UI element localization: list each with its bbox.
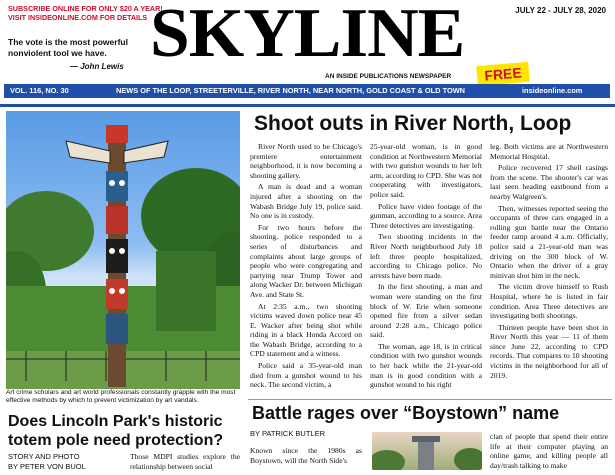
second-story-column-1: Known since the 1980s as Boystown, will the North Side's bbox=[250, 446, 362, 465]
coverage-areas: NEWS OF THE LOOP, STREETERVILLE, RIVER NORTH, NEAR NORTH, GOLD COAST & OLD TOWN bbox=[116, 86, 466, 95]
byline-label: STORY AND PHOTO bbox=[8, 452, 80, 461]
paragraph: At 2:35 a.m., two shooting victims waved down police near 45 E. Wacker after being shot while riding in a black Honda Accord on the Wabash Bridge, according to a CPD statement and a witness. bbox=[250, 301, 362, 359]
paragraph: River North used to be Chicago's premiere entertainment neighborhood, it is now becoming a shooting gallery. bbox=[250, 142, 362, 180]
main-story-column-3 bbox=[490, 142, 608, 382]
paragraph: Then, witnesses reported seeing the occupants of three cars engaged in a rolling gun battle near the Ontario feeder ramp around 4 a.m. Officially, police said a 21-year-old man was driving on the 300 block of W. Ontario when the driver of a gray minivan shot him in the neck. bbox=[490, 203, 608, 280]
main-headline[interactable]: Shoot outs in River North, Loop bbox=[254, 112, 572, 135]
volume-number: VOL. 116, NO. 30 bbox=[10, 86, 69, 95]
paragraph: Two shooting incidents in the River North neighborhood July 18 left three people hospitalized, according to Chicago police. No arrests have been made. bbox=[370, 232, 482, 280]
paragraph: For two hours before the shooting, police responded to a series of disturbances and complaints about large groups of people who were congregating and partying near Trump Tower and along Wacker Dr. between Michigan Ave. and State St. bbox=[250, 222, 362, 299]
boystown-photo bbox=[372, 432, 482, 470]
second-byline: BY PATRICK BUTLER bbox=[250, 429, 326, 438]
sidebar-body: Those MDPI studies explore the relationship between social bbox=[130, 452, 240, 471]
paragraph: The victim drove himself to Rush Hospital, where he is listed in fair condition. Area Three detectives are investigating both shootings. bbox=[490, 282, 608, 321]
section-divider bbox=[248, 399, 612, 400]
paragraph: A man is dead and a woman injured after a shooting on the Wabash Bridge July 19, police said. No one is in custody. bbox=[250, 182, 362, 221]
boystown-pylon-illustration bbox=[372, 432, 482, 470]
sidebar-headline[interactable]: Does Lincoln Park's historic totem pole need protection? bbox=[8, 413, 224, 449]
sidebar-byline: BY PETER VON BUOL bbox=[8, 462, 86, 471]
main-story-column-1 bbox=[250, 142, 362, 392]
second-headline[interactable]: Battle rages over “Boystown” name bbox=[252, 403, 560, 423]
totem-pole-illustration bbox=[6, 111, 240, 389]
quote-attribution: — John Lewis bbox=[70, 62, 124, 71]
subscribe-promo[interactable] bbox=[8, 4, 168, 22]
paragraph: Police have video footage of the gunman, according to a source. Area Three detectives are investigating. bbox=[370, 201, 482, 230]
publisher-tagline: AN INSIDE PUBLICATIONS NEWSPAPER bbox=[325, 73, 452, 80]
paragraph: In the first shooting, a man and woman were standing on the first block of W. Erie when someone opened fire from a silver sedan around 2:28 a.m., Chicago police said. bbox=[370, 282, 482, 340]
paragraph: The woman, age 18, is in critical condition with two gunshot wounds to her back while the 21-year-old man is in good condition with a gunshot wound to his right bbox=[370, 341, 482, 390]
paragraph: Police said a 35-year-old man died from a gunshot wound to his neck. The second victim, a bbox=[250, 361, 362, 390]
promo-line-1: SUBSCRIBE ONLINE FOR ONLY $20 A YEAR! bbox=[8, 4, 163, 13]
masthead-quote: The vote is the most powerful nonviolent tool we have. bbox=[8, 37, 128, 58]
newspaper-logo[interactable]: SKYLINE bbox=[150, 0, 465, 72]
main-story-column-2 bbox=[370, 142, 482, 392]
free-badge: FREE bbox=[476, 62, 530, 86]
paragraph: Police recovered 17 shell casings from the scene. The shooter's car was last seen heading eastbound from a nearby Walgreen's. bbox=[490, 163, 608, 201]
totem-pole-photo bbox=[6, 111, 240, 389]
info-bar bbox=[4, 84, 610, 98]
website-link[interactable]: insideonline.com bbox=[522, 86, 583, 95]
paragraph: Thirteen people have been shot in River North this year — 11 of them since June 22, according to CPD records. That compares to 10 shooting victims in the neighborhood for all of 2019. bbox=[490, 322, 608, 380]
paragraph: 25-year-old woman, is in good condition at Northwestern Memorial with two gunshot wounds to her left arm, according to CPD. She was not cooperating with investigators, police said. bbox=[370, 142, 482, 199]
second-story-column-3: clan of people that spend their entire life at their computer playing an online game, and killing people all day/trash talking to make bbox=[490, 432, 608, 470]
paragraph: leg. Both victims are at Northwestern Memorial Hospital. bbox=[490, 142, 608, 161]
promo-line-2: VISIT INSIDEONLINE.COM FOR DETAILS bbox=[8, 13, 148, 22]
divider-rule bbox=[0, 104, 615, 107]
issue-dates: JULY 22 - JULY 28, 2020 bbox=[515, 6, 606, 15]
photo-caption: Art crime scholars and art world professionals constantly grapple with the most effective methods by which to prevent victimization by art vandals. bbox=[6, 389, 236, 404]
